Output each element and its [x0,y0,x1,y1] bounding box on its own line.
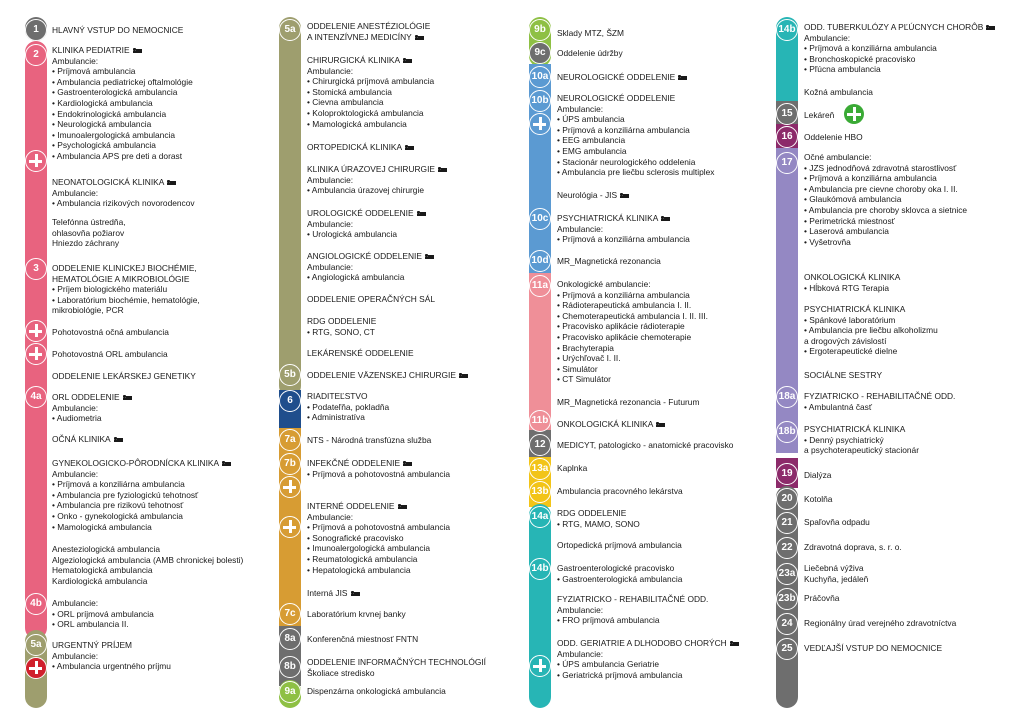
marker-9b: 9b [529,19,551,41]
entry-4a-ambulances: Anesteziologická ambulancia Algeziologická ambulancia (AMB chronickej bolesti) Hematologická ambulancia Kardiologická ambulancia [52,544,244,586]
entry-10a: NEUROLOGICKÉ ODDELENIE [557,72,687,83]
marker-7a: 7a [279,429,301,451]
marker-24: 24 [776,613,798,635]
bed-icon [417,210,426,216]
entry-24: Regionálny úrad verejného zdravotníctva [804,618,957,628]
entry-13a: Kaplnka [557,463,588,473]
entry-14b: Gastroenterologické pracovisko • Gastroenterologická ambulancia [557,563,683,584]
entry-11a: Onkologické ambulancie: • Príjmová a konziliárna ambulancia • Rádioterapeutická ambulancia I. II. • Chemoterapeutická ambulancia I. II. III. • Pracovisko aplikácie rádioterapie • Pracovisko aplikácie chemoterapie • Brachyterapia • Urýchľovač I. II. • Simulátor • CT Simulátor [557,279,708,385]
marker-19: 19 [776,463,798,485]
bed-icon [222,460,231,466]
entry-8a: Konferenčná miestnosť FNTN [307,634,419,644]
bed-icon [438,166,447,172]
entry-14b-geriatrics: ODD. GERIATRIE A DLHODOBO CHORÝCH Ambulancie: • ÚPS ambulancia Geriatrie • Geriatrická príjmová ambulancia [557,638,739,680]
first-aid-icon [279,476,301,498]
entry-2-neonatology: NEONATOLOGICKÁ KLINIKA Ambulancie: • Ambulancia rizikových novorodencov [52,177,195,209]
marker-14b: 14b [529,558,551,580]
marker-10a: 10a [529,66,551,88]
bed-icon [730,640,739,646]
entry-9c: Oddelenie údržby [557,48,623,58]
bed-icon [351,590,360,596]
entry-5b: ODDELENIE VÄZENSKEJ CHIRURGIE [307,370,468,381]
entry-3-genetics: ODDELENIE LEKÁRSKEJ GENETIKY [52,371,196,381]
first-aid-icon [25,150,47,172]
col2-bar-olive [279,17,301,397]
entry-14b-skin: Kožná ambulancia [804,87,873,97]
entry-5a-rdg: RDG ODDELENIE • RTG, SONO, CT [307,316,377,337]
bed-icon [459,372,468,378]
bed-icon [620,192,629,198]
first-aid-icon [25,343,47,365]
marker-22: 22 [776,537,798,559]
entry-23a: Liečebná výživa Kuchyňa, jedáleň [804,563,869,584]
marker-10d: 10d [529,250,551,272]
marker-7c: 7c [279,603,301,625]
marker-6: 6 [279,390,301,412]
marker-23a: 23a [776,563,798,585]
bed-icon [425,253,434,259]
marker-5a: 5a [25,634,47,656]
entry-18a: FYZIATRICKO - REHABILITAČNÉ ODD. • Ambulantná časť [804,391,956,412]
entry-5a-ortho: ORTOPEDICKÁ KLINIKA [307,142,414,153]
bed-icon [656,421,665,427]
bed-icon [403,57,412,63]
bed-icon [415,34,424,40]
marker-10c: 10c [529,208,551,230]
entry-18b: PSYCHIATRICKÁ KLINIKA • Denný psychiatrický a psychoterapeutický stacionár [804,424,919,456]
marker-4a: 4a [25,386,47,408]
bed-icon [133,47,142,53]
entry-4b: Ambulancie: • ORL príjmová ambulancia • ORL ambulancia II. [52,598,154,630]
marker-11b: 11b [529,410,551,432]
entry-4a: ORL ODDELENIE Ambulancie: • Audiometria [52,392,132,424]
entry-11a-mr: MR_Magnetická rezonancia - Futurum [557,397,700,407]
entry-13b: Ambulancia pracovného lekárstva [557,486,683,496]
entry-25: VEDĽAJŠÍ VSTUP DO NEMOCNICE [804,643,943,653]
entry-9a: Dispenzárna onkologická ambulancia [307,686,446,696]
entry-7a: NTS - Národná transfúzna služba [307,435,432,445]
entry-7c: Laboratórium krvnej banky [307,609,406,619]
bed-icon [398,503,407,509]
entry-5a-operating: ODDELENIE OPERAČNÝCH SÁL [307,294,435,304]
entry-3-orl: Pohotovostná ORL ambulancia [52,349,168,359]
first-aid-icon [529,113,551,135]
entry-6: RIADITEĽSTVO • Podateľňa, pokladňa • Administratíva [307,391,390,423]
marker-18b: 18b [776,421,798,443]
marker-16: 16 [776,126,798,148]
pharmacy-icon [844,104,864,124]
marker-23b: 23b [776,588,798,610]
emergency-icon [25,657,47,679]
entry-5a: ODDELENIE ANESTÉZIOLÓGIE A INTENZÍVNEJ MEDICÍNY [307,21,431,42]
marker-2: 2 [25,44,47,66]
entry-22: Zdravotná doprava, s. r. o. [804,542,902,552]
entry-21: Spaľovňa odpadu [804,517,870,527]
entry-3-eye: Pohotovostná očná ambulancia [52,327,169,337]
bed-icon [123,394,132,400]
marker-4b: 4b [25,593,47,615]
entry-10c: PSYCHIATRICKÁ KLINIKA Ambulancie: • Príjmová a konziliárna ambulancia [557,213,690,245]
marker-8b: 8b [279,656,301,678]
entry-10b-jis: Neurológia - JIS [557,190,629,201]
entry-14b-tbc: ODD. TUBERKULÓZY A PĽÚCNYCH CHORÔB Ambulancie: • Príjmová a konziliárna ambulancia • Bronchoskopické pracovisko • Pľúcna ambulancia [804,22,995,75]
bed-icon [678,74,687,80]
marker-12: 12 [529,434,551,456]
entry-20: Kotolňa [804,494,833,504]
entry-5a-trauma: KLINIKA ÚRAZOVEJ CHIRURGIE Ambulancie: • Ambulancia úrazovej chirurgie [307,164,447,196]
entry-4a-gyn: GYNEKOLOGICKO-PÔRODNÍCKA KLINIKA Ambulancie: • Príjmová a konziliárna ambulancia • Ambulancia pre fyziologickú tehotnosť • Ambulancia pre rizikovú tehotnosť • Onko - gynekologická ambulancia • Mamologická ambulancia [52,458,231,532]
entry-14a: RDG ODDELENIE • RTG, MAMO, SONO [557,508,640,529]
entry-14a-ortho: Ortopedická príjmová ambulancia [557,540,682,550]
col3-bar-cyan [529,504,551,708]
marker-5a: 5a [279,19,301,41]
marker-1: 1 [25,19,47,41]
entry-5a-angiology: ANGIOLOGICKÉ ODDELENIE Ambulancie: • Angiologická ambulancia [307,251,434,283]
entry-5a-pharmacy: LEKÁRENSKÉ ODDELENIE [307,348,414,358]
marker-20: 20 [776,488,798,510]
marker-15: 15 [776,103,798,125]
bed-icon [405,144,414,150]
entry-10d: MR_Magnetická rezonancia [557,256,661,266]
bed-icon [986,24,995,30]
entry-17: Očné ambulancie: • JZS jednodňová zdravotná starostlivosť • Príjmová a konziliárna ambulancia • Ambulancia pre cievne choroby oka I. II. • Glaukómová ambulancia • Ambulancia pre choroby sklovca a sietnice • Perimetrická miestnosť • Laserová ambulancia • Vyšetrovňa [804,152,968,247]
bed-icon [403,460,412,466]
marker-17: 17 [776,152,798,174]
marker-14a: 14a [529,506,551,528]
entry-17-psychiatry: PSYCHIATRICKÁ KLINIKA • Spánkové laboratórium • Ambulancia pre liečbu alkoholizmu a drogových závislostí • Ergoterapeutické dielne [804,304,938,357]
entry-5a: URGENTNÝ PRÍJEM Ambulancie: • Ambulancia urgentného príjmu [52,640,171,672]
first-aid-icon [25,320,47,342]
marker-14b: 14b [776,19,798,41]
entry-7b-internal: INTERNÉ ODDELENIE Ambulancie: • Príjmová a pohotovostná ambulancia • Sonografické pracovisko • Imunoalergologická ambulancia • Reumatologická ambulancia • Hepatologická ambulancia [307,501,451,575]
marker-13b: 13b [529,481,551,503]
marker-10b: 10b [529,90,551,112]
entry-1: HLAVNÝ VSTUP DO NEMOCNICE [52,25,184,35]
bed-icon [661,215,670,221]
bed-icon [114,436,123,442]
marker-8a: 8a [279,628,301,650]
first-aid-icon [529,655,551,677]
entry-23b: Práčovňa [804,593,840,603]
entry-7b: INFEKČNÉ ODDELENIE • Príjmová a pohotovostná ambulancia [307,458,451,479]
entry-19: Dialýza [804,470,832,480]
marker-5b: 5b [279,364,301,386]
entry-2: KLINIKA PEDIATRIE Ambulancie: • Príjmová ambulancia • Ambulancia pediatrickej oftalmológie • Gastroenterologická ambulancia • Kardiologická ambulancia • Endokrinologická ambulancia • Neurologická ambulancia • Imunoalergologická ambulancia • Psychologická ambulancia • Ambulancia APS pre deti a dorast [52,45,193,161]
col3-bar-salmon [529,273,551,433]
marker-11a: 11a [529,275,551,297]
marker-13a: 13a [529,458,551,480]
marker-25: 25 [776,638,798,660]
entry-5a-surgery: CHIRURGICKÁ KLINIKA Ambulancie: • Chirurgická príjmová ambulancia • Stomická ambulancia • Cievna ambulancia • Koloproktologická ambulancia • Mamologická ambulancia [307,55,435,129]
entry-8b: ODDELENIE INFORMAČNÝCH TECHNOLÓGIÍ Školiace stredisko [307,657,486,678]
entry-5a-urology: UROLOGICKÉ ODDELENIE Ambulancie: • Urologická ambulancia [307,208,426,240]
bed-icon [167,179,176,185]
entry-10b: NEUROLOGICKÉ ODDELENIE Ambulancie: • ÚPS ambulancia • Príjmová a konziliárna ambulancia • EEG ambulancia • EMG ambulancia • Stacionár neurologického oddelenia • Ambulancia pre liečbu sclerosis multiplex [557,93,715,178]
marker-9c: 9c [529,42,551,64]
marker-7b: 7b [279,453,301,475]
marker-3: 3 [25,258,47,280]
first-aid-icon [279,516,301,538]
marker-21: 21 [776,512,798,534]
entry-4a-eye: OČNÁ KLINIKA [52,434,123,445]
marker-9a: 9a [279,681,301,703]
entry-9b: Sklady MTZ, ŠZM [557,28,625,38]
entry-16: Oddelenie HBO [804,132,863,142]
entry-15: Lekáreň [804,110,835,120]
entry-7b-jis: Interná JIS [307,588,360,599]
entry-17-oncology: ONKOLOGICKÁ KLINIKA • Hĺbková RTG Terapia [804,272,901,293]
entry-11b: ONKOLOGICKÁ KLINIKA [557,419,665,430]
entry-2-phone: Telefónna ústredňa, ohlasovňa požiarov Hniezdo záchrany [52,217,126,249]
entry-12: MEDICYT, patologicko - anatomické pracovisko [557,440,734,450]
entry-3: ODDELENIE KLINICKEJ BIOCHÉMIE, HEMATOLÓGIE A MIKROBIOLÓGIE • Príjem biologického materiálu • Laboratórium biochémie, hematológie, mikrobiológie, PCR [52,263,200,316]
marker-18a: 18a [776,386,798,408]
entry-17-social: SOCIÁLNE SESTRY [804,370,883,380]
entry-14b-fro: FYZIATRICKO - REHABILITAČNÉ ODD. Ambulancie: • FRO príjmová ambulancia [557,594,709,626]
